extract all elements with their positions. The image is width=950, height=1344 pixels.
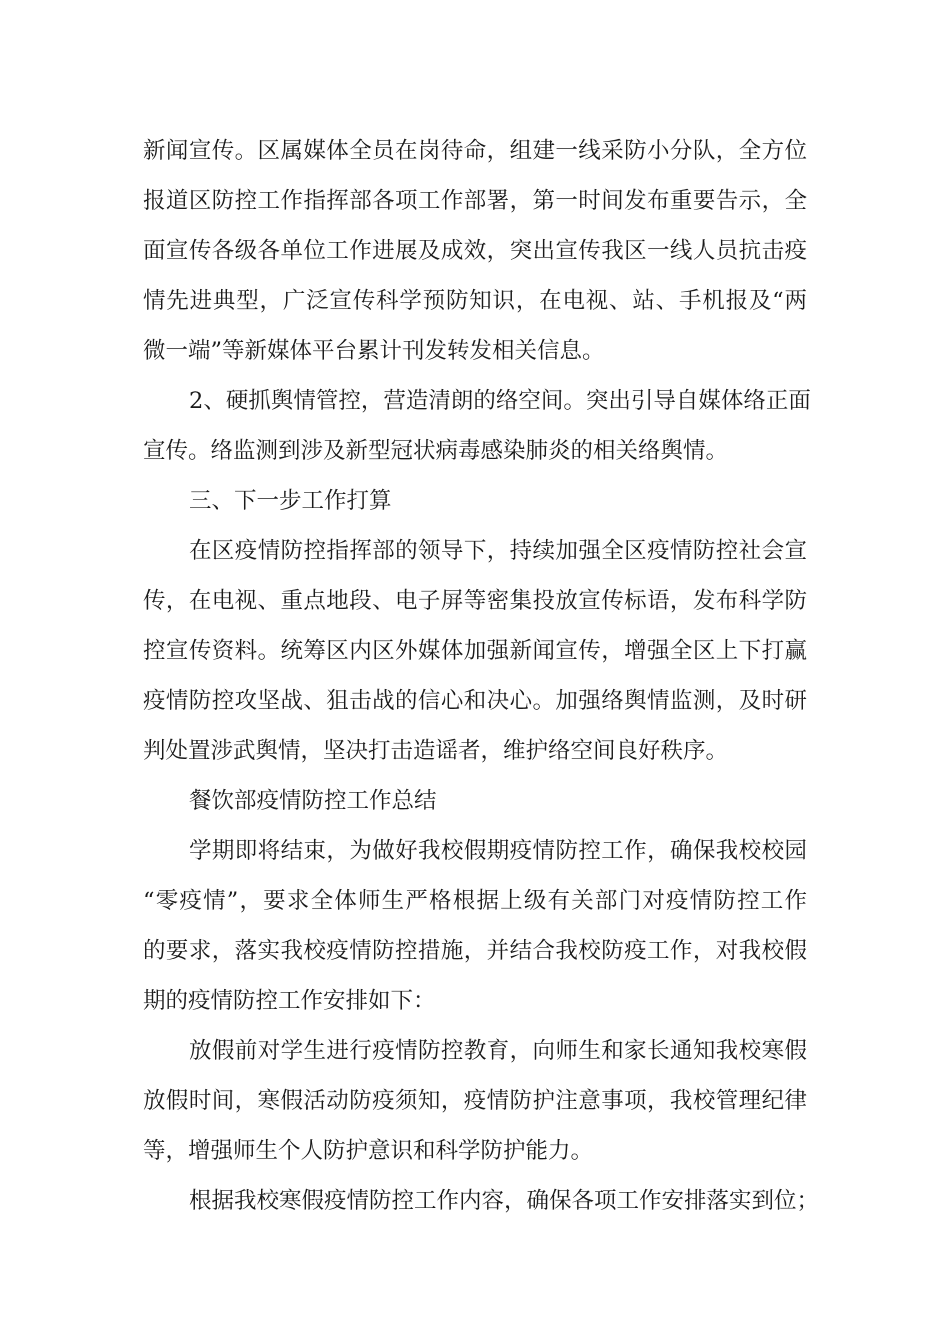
paragraph — [143, 126, 807, 376]
text-line: 2、硬抓舆情管控，营造清朗的络空间。突出引导自媒体络正面 — [189, 388, 811, 414]
paragraph — [143, 1026, 807, 1176]
paragraph — [143, 376, 811, 476]
subtitle-text: 餐饮部疫情防控工作总结 — [189, 788, 437, 814]
document-page — [143, 126, 820, 1226]
text-line: 控宣传资料。统筹区内区外媒体加强新闻宣传，增强全区上下打赢 — [143, 638, 807, 664]
text-line: 宣传。络监测到涉及新型冠状病毒感染肺炎的相关络舆情。 — [143, 438, 729, 464]
text-line: 疫情防控攻坚战、狙击战的信心和决心。加强络舆情监测，及时研 — [143, 688, 807, 714]
text-line: 判处置涉武舆情，坚决打击造谣者，维护络空间良好秩序。 — [143, 738, 729, 764]
document-subtitle — [143, 776, 807, 826]
text-line: 学期即将结束，为做好我校假期疫情防控工作，确保我校校园 — [189, 838, 807, 864]
text-line: 的要求，落实我校疫情防控措施，并结合我校防疫工作，对我校假 — [143, 938, 807, 964]
text-line: 报道区防控工作指挥部各项工作部署，第一时间发布重要告示，全 — [143, 188, 807, 214]
text-line: 新闻宣传。区属媒体全员在岗待命，组建一线采防小分队，全方位 — [143, 138, 807, 164]
text-line: 等，增强师生个人防护意识和科学防护能力。 — [143, 1138, 594, 1164]
paragraph — [143, 1176, 820, 1226]
text-line: 根据我校寒假疫情防控工作内容，确保各项工作安排落实到位； — [189, 1188, 820, 1214]
text-line: 在区疫情防控指挥部的领导下，持续加强全区疫情防控社会宣 — [189, 538, 807, 564]
text-line: 传，在电视、重点地段、电子屏等密集投放宣传标语，发布科学防 — [143, 588, 807, 614]
text-line: 放假前对学生进行疫情防控教育，向师生和家长通知我校寒假 — [189, 1038, 807, 1064]
section-heading — [143, 476, 807, 526]
text-line: 面宣传各级各单位工作进展及成效，突出宣传我区一线人员抗击疫 — [143, 238, 807, 264]
paragraph — [143, 826, 807, 1026]
text-line: 微一端”等新媒体平台累计刊发转发相关信息。 — [143, 338, 605, 364]
heading-text: 三、下一步工作打算 — [189, 488, 392, 514]
text-line: “零疫情”，要求全体师生严格根据上级有关部门对疫情防控工作 — [143, 888, 807, 914]
paragraph — [143, 526, 807, 776]
text-line: 放假时间，寒假活动防疫须知，疫情防护注意事项，我校管理纪律 — [143, 1088, 807, 1114]
text-line: 期的疫情防控工作安排如下： — [143, 988, 436, 1014]
text-line: 情先进典型，广泛宣传科学预防知识，在电视、站、手机报及“两 — [143, 288, 807, 314]
